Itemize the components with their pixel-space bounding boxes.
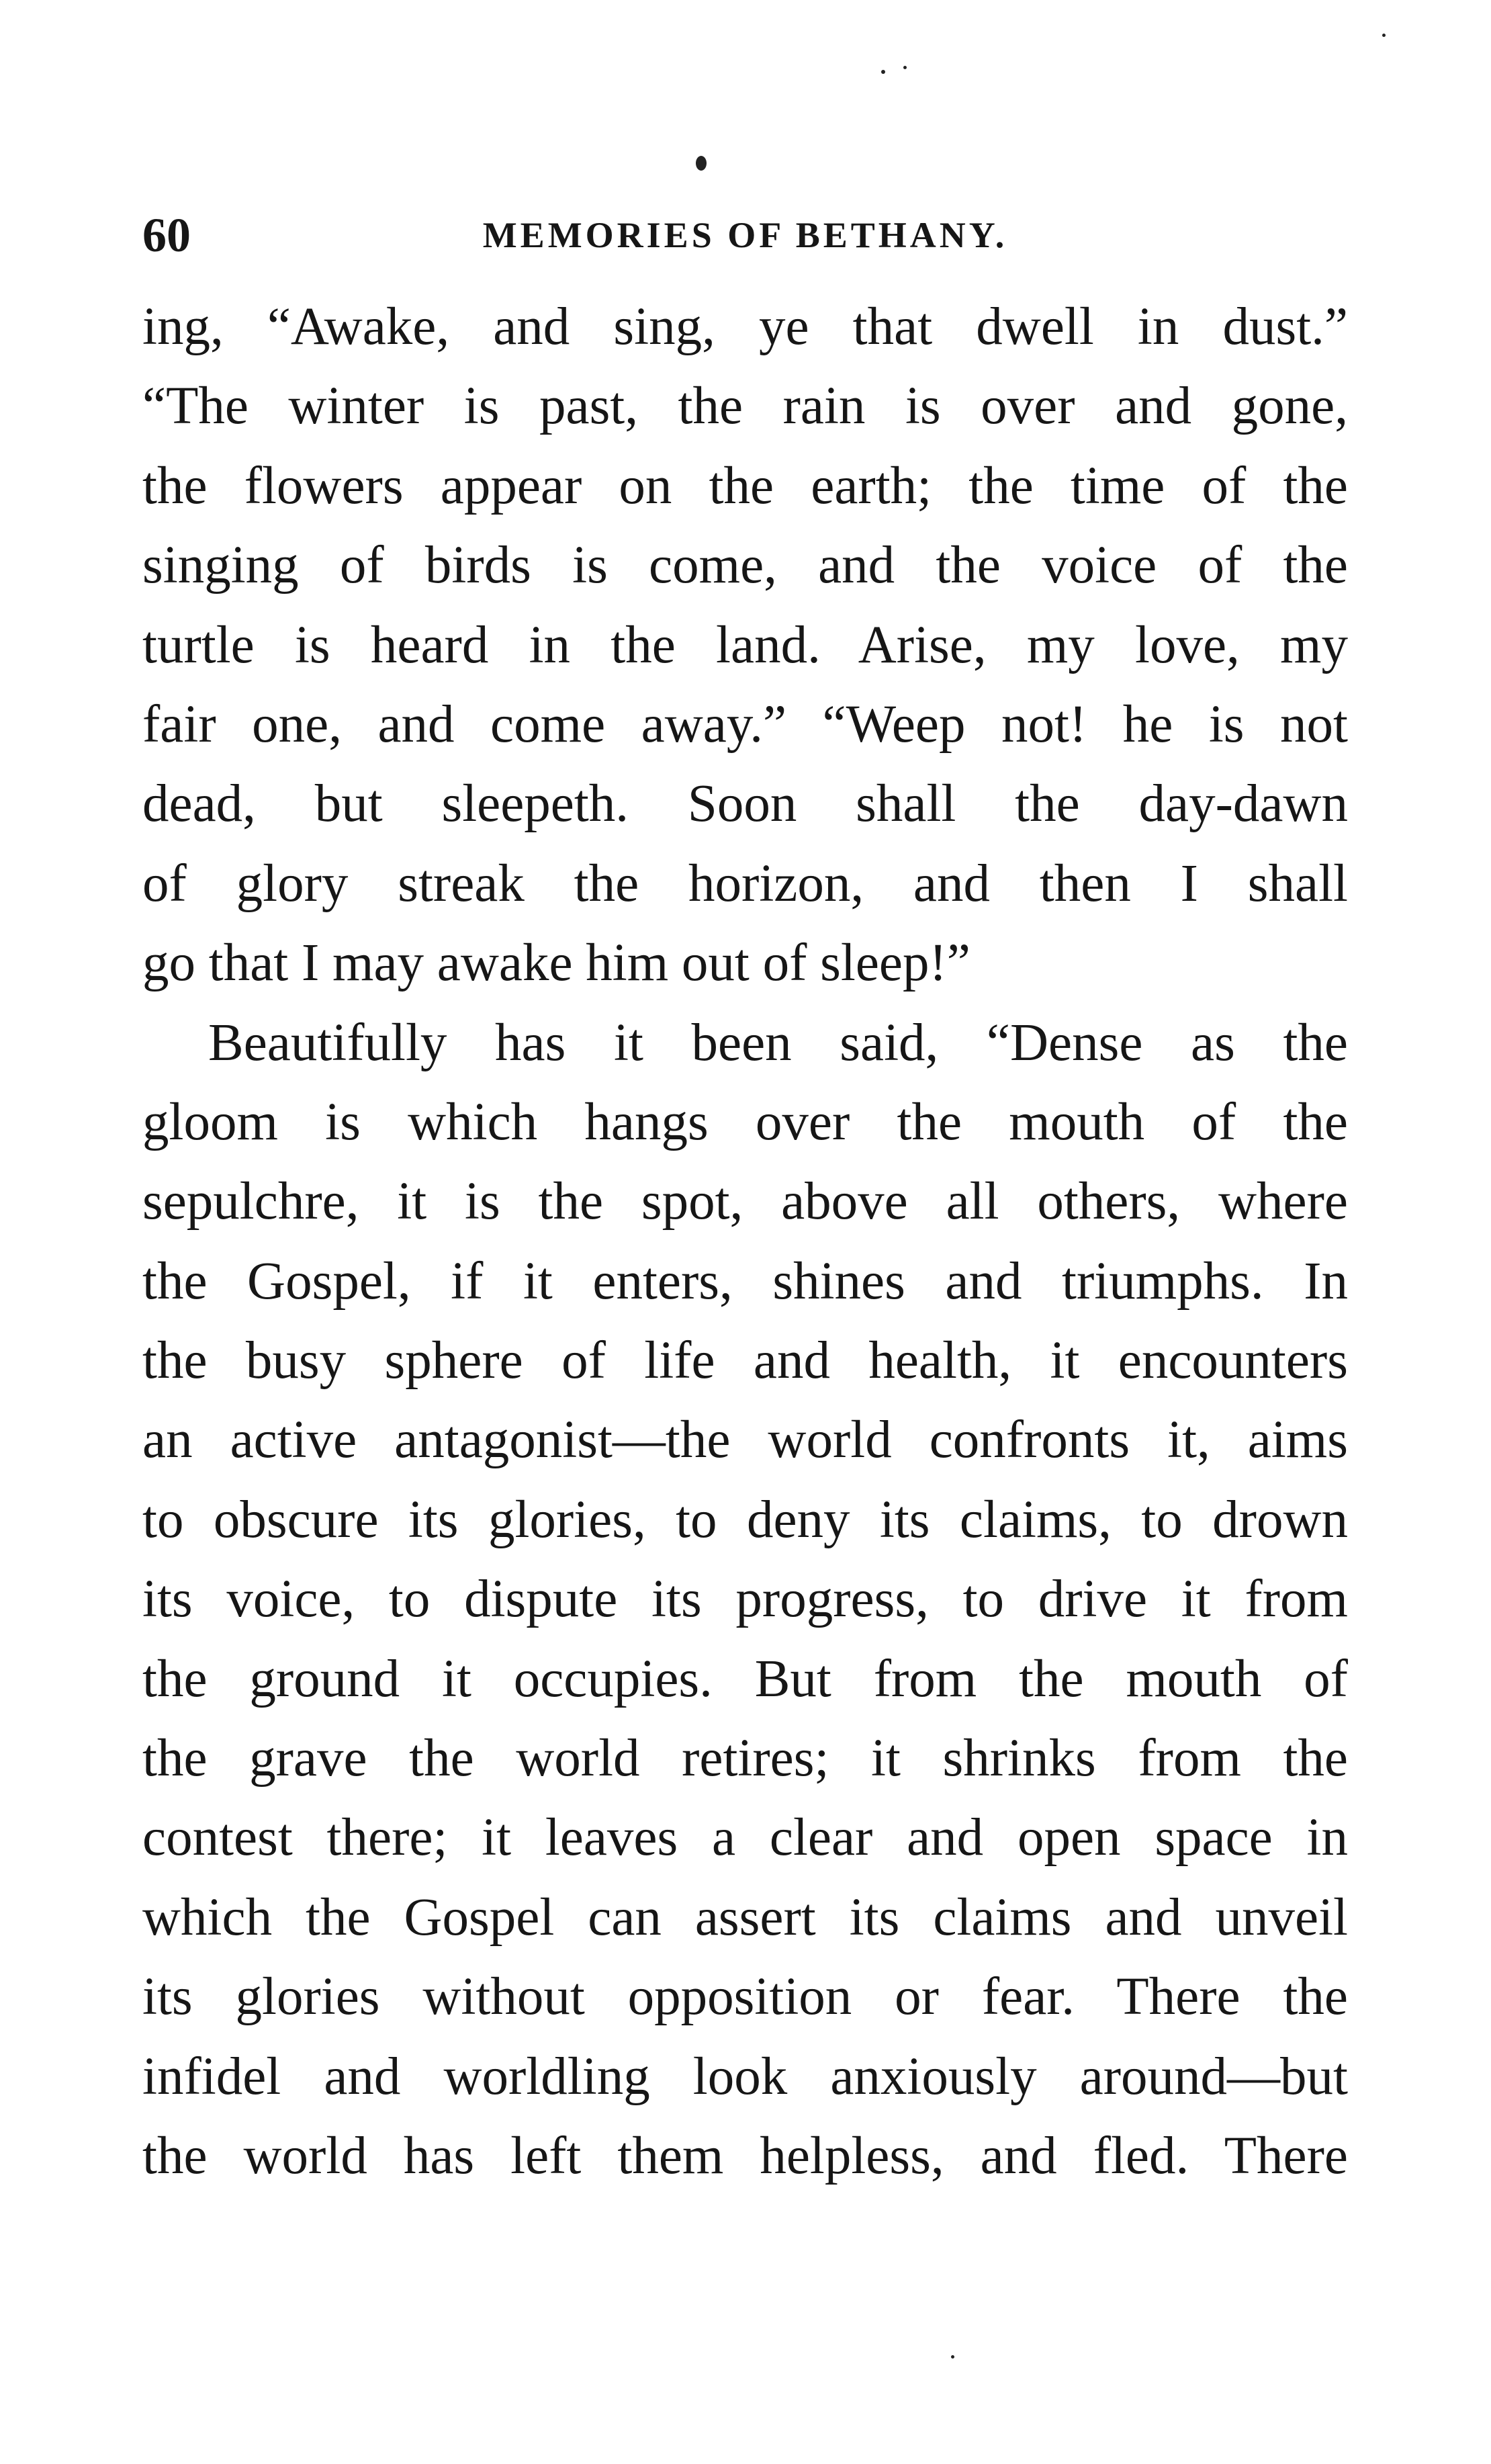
- text-line: the world has left them helpless, and fled. There: [142, 2126, 1348, 2185]
- text-line: the busy sphere of life and health, it encounters: [142, 1331, 1348, 1391]
- text-line: fair one, and come away.” “Weep not! he is not: [142, 695, 1348, 754]
- text-line: gloom is which hangs over the mouth of the: [142, 1092, 1348, 1151]
- text-line: contest there; it leaves a clear and open space in: [142, 1808, 1348, 1867]
- text-line: an active antagonist—the world confronts it, aims: [142, 1411, 1348, 1470]
- body-text: [142, 288, 1348, 2196]
- ink-speck: [696, 156, 707, 171]
- text-line: singing of birds is come, and the voice of the: [142, 536, 1348, 595]
- ink-speck: [951, 2355, 954, 2359]
- ink-speck: [881, 70, 885, 74]
- text-line: Beautifully has it been said, “Dense as the: [208, 1013, 1348, 1072]
- ink-speck: [1382, 34, 1386, 37]
- text-line: which the Gospel can assert its claims and unveil: [142, 1888, 1348, 1947]
- text-line: sepulchre, it is the spot, above all others, where: [142, 1172, 1348, 1231]
- text-line: of glory streak the horizon, and then I shall: [142, 854, 1348, 913]
- page-header: [142, 205, 1348, 265]
- ink-speck: [903, 66, 907, 69]
- text-line: ing, “Awake, and sing, ye that dwell in dust.”: [142, 298, 1348, 356]
- text-line: turtle is heard in the land. Arise, my love, my: [142, 615, 1348, 674]
- text-line: the ground it occupies. But from the mouth of: [142, 1649, 1348, 1708]
- text-line: the Gospel, if it enters, shines and triumphs. In: [142, 1251, 1348, 1311]
- text-line: dead, but sleepeth. Soon shall the day-dawn: [142, 775, 1348, 834]
- text-line: its voice, to dispute its progress, to drive it from: [142, 1570, 1348, 1629]
- page-number: 60: [142, 208, 191, 262]
- text-line: infidel and worldling look anxiously around—but: [142, 2047, 1348, 2106]
- text-line: to obscure its glories, to deny its claims, to drown: [142, 1490, 1348, 1549]
- text-line: its glories without opposition or fear. There the: [142, 1968, 1348, 2027]
- text-line: “The winter is past, the rain is over and gone,: [142, 377, 1348, 436]
- text-line: the grave the world retires; it shrinks from the: [142, 1729, 1348, 1788]
- text-line: go that I may awake him out of sleep!”: [142, 934, 970, 993]
- text-line: the flowers appear on the earth; the time of the: [142, 456, 1348, 515]
- running-title: MEMORIES OF BETHANY.: [482, 215, 1008, 255]
